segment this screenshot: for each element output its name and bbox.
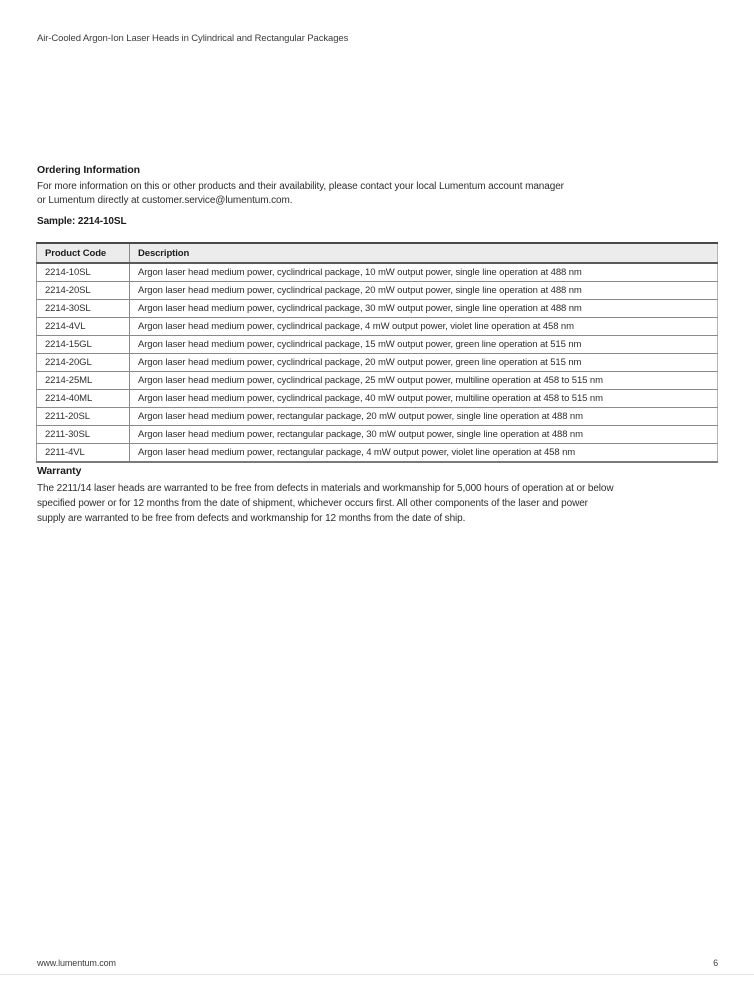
warranty-paragraph-line: The 2211/14 laser heads are warranted to be free from defects in materials and workmanship for 5,000 hours of operation at or below [37,483,614,494]
warranty-paragraph [37,481,717,526]
description-cell: Argon laser head medium power, cyclindrical package, 20 mW output power, single line operation at 488 nm [130,282,718,300]
running-head: Air-Cooled Argon-Ion Laser Heads in Cylindrical and Rectangular Packages [37,33,349,44]
description-cell: Argon laser head medium power, cyclindrical package, 4 mW output power, violet line operation at 458 nm [130,318,718,336]
ordering-information-heading: Ordering Information [37,164,141,176]
product-code-cell: 2214-15GL [37,336,130,354]
warranty-heading: Warranty [37,465,82,477]
product-code-cell: 2214-40ML [37,390,130,408]
table-row [37,408,718,426]
ordering-table [36,242,718,463]
product-code-cell: 2214-4VL [37,318,130,336]
product-code-cell: 2211-30SL [37,426,130,444]
ordering-information-paragraph [37,180,697,208]
table-row [37,300,718,318]
table-row [37,263,718,282]
description-cell: Argon laser head medium power, cyclindrical package, 15 mW output power, green line operation at 515 nm [130,336,718,354]
description-cell: Argon laser head medium power, rectangular package, 30 mW output power, single line operation at 488 nm [130,426,718,444]
table-row [37,318,718,336]
product-code-cell: 2214-10SL [37,263,130,282]
header-row [37,243,718,263]
table-row [37,282,718,300]
warranty-paragraph-line: specified power or for 12 months from the date of shipment, whichever occurs first. All other components of the laser and power [37,498,588,509]
product-code-cell: 2214-30SL [37,300,130,318]
description-cell: Argon laser head medium power, rectangular package, 20 mW output power, single line operation at 488 nm [130,408,718,426]
product-code-cell: 2214-20GL [37,354,130,372]
sample-label: Sample: 2214-10SL [37,216,127,227]
description-cell: Argon laser head medium power, cyclindrical package, 10 mW output power, single line operation at 488 nm [130,263,718,282]
column-header-description: Description [130,243,718,263]
page-number: 6 [713,958,718,968]
product-code-cell: 2211-4VL [37,444,130,463]
table-row [37,390,718,408]
description-cell: Argon laser head medium power, cyclindrical package, 25 mW output power, multiline operation at 458 to 515 nm [130,372,718,390]
table-row [37,426,718,444]
ordering-table-header [37,243,718,263]
table-row [37,336,718,354]
description-cell: Argon laser head medium power, cyclindrical package, 30 mW output power, single line operation at 488 nm [130,300,718,318]
ordering-paragraph-line: or Lumentum directly at customer.service@lumentum.com. [37,195,293,206]
table-row [37,444,718,463]
product-code-cell: 2214-25ML [37,372,130,390]
description-cell: Argon laser head medium power, cyclindrical package, 40 mW output power, multiline operation at 458 to 515 nm [130,390,718,408]
table-row [37,372,718,390]
description-cell: Argon laser head medium power, cyclindrical package, 20 mW output power, green line operation at 515 nm [130,354,718,372]
ordering-paragraph-line: For more information on this or other products and their availability, please contact your local Lumentum account manager [37,181,564,192]
description-cell: Argon laser head medium power, rectangular package, 4 mW output power, violet line operation at 458 nm [130,444,718,463]
column-header-product-code: Product Code [37,243,130,263]
footer-divider [0,974,754,975]
ordering-table-body [37,263,718,462]
footer-url: www.lumentum.com [37,958,116,968]
product-code-cell: 2214-20SL [37,282,130,300]
warranty-paragraph-line: supply are warranted to be free from defects and workmanship for 12 months from the date of ship. [37,513,466,524]
table-row [37,354,718,372]
product-code-cell: 2211-20SL [37,408,130,426]
